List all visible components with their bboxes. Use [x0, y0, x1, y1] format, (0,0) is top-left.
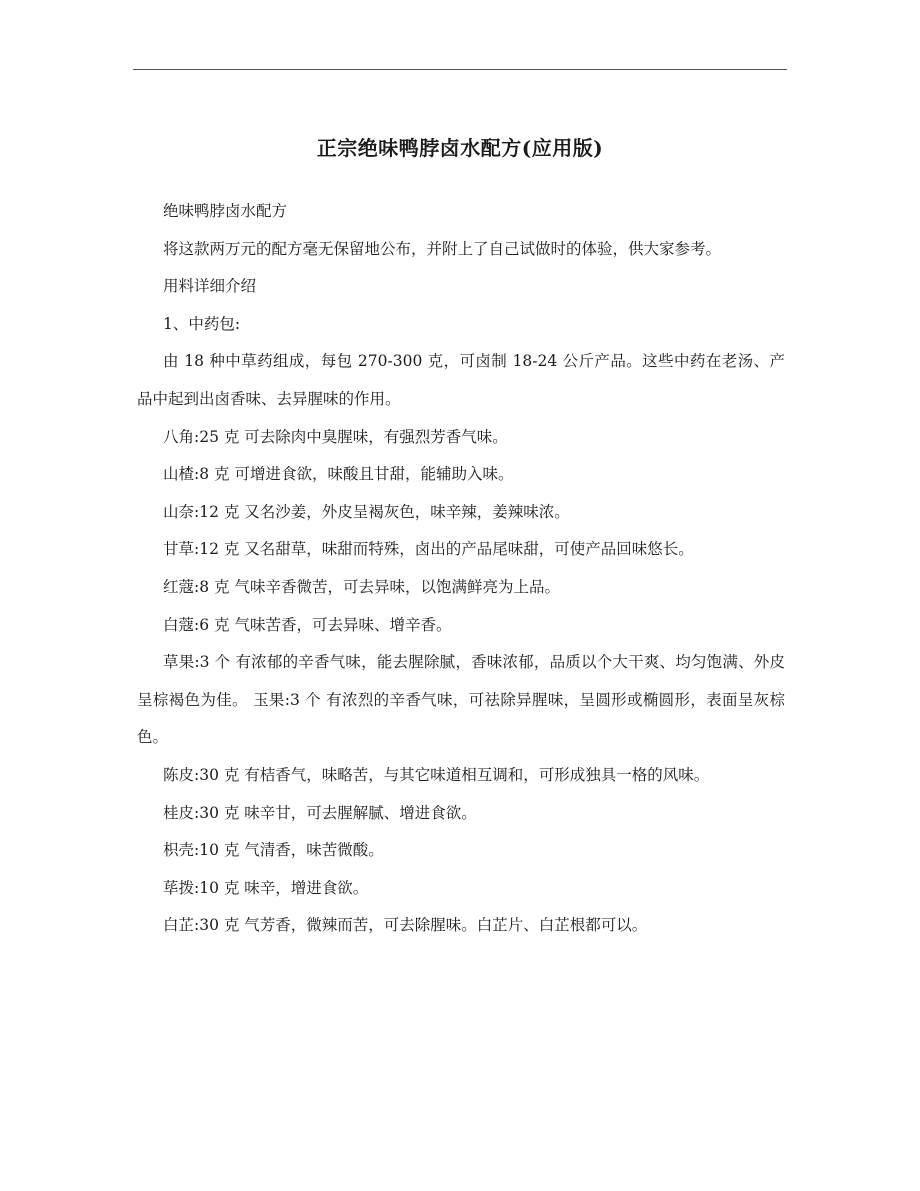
ingredient-hawthorn: 山楂:8 克 可增进食欲，味酸且甘甜，能辅助入味。 — [163, 465, 514, 484]
ingredient-cinnamon: 桂皮:30 克 味辛甘，可去腥解腻、增进食欲。 — [163, 803, 477, 822]
ingredient-angelica: 白芷:30 克 气芳香，微辣而苦，可去除腥味。白芷片、白芷根都可以。 — [163, 916, 648, 935]
paragraph-herb-pack-desc: 由 18 种中草药组成，每包 270-300 克，可卤制 18-24 公斤产品。这些中药在老汤、产品中起到出卤香味、去异腥味的作用。 — [137, 352, 785, 408]
header-rule — [133, 69, 787, 70]
ingredient-licorice: 甘草:12 克 又名甜草，味甜而特殊，卤出的产品尾味甜，可使产品回味悠长。 — [163, 540, 694, 559]
paragraph-intro: 将这款两万元的配方毫无保留地公布，并附上了自己试做时的体验，供大家参考。 — [163, 239, 722, 258]
document-body — [137, 193, 785, 945]
ingredient-long-pepper: 荜拨:10 克 味辛，增进食欲。 — [163, 878, 369, 897]
ingredient-sand-ginger: 山奈:12 克 又名沙姜，外皮呈褐灰色，味辛辣，姜辣味浓。 — [163, 502, 570, 521]
paragraph-section-heading: 用料详细介绍 — [163, 277, 257, 296]
ingredient-tsaoko-nutmeg: 草果:3 个 有浓郁的辛香气味，能去腥除腻，香味浓郁，品质以个大干爽、均匀饱满、外皮呈棕褐色为佳。 玉果:3 个 有浓烈的辛香气味，可祛除异腥味，呈圆形或椭圆形，表面呈灰棕色。 — [137, 653, 785, 747]
ingredient-red-cardamom: 红蔻:8 克 气味辛香微苦，可去异味，以饱满鲜亮为上品。 — [163, 577, 560, 596]
ingredient-star-anise: 八角:25 克 可去除肉中臭腥味，有强烈芳香气味。 — [163, 427, 508, 446]
paragraph-subtitle: 绝味鸭脖卤水配方 — [163, 202, 288, 220]
ingredient-tangerine-peel: 陈皮:30 克 有桔香气，味略苦，与其它味道相互调和，可形成独具一格的风味。 — [163, 765, 710, 784]
ingredient-bitter-orange: 枳壳:10 克 气清香，味苦微酸。 — [163, 841, 384, 860]
ingredient-white-cardamom: 白蔻:6 克 气味苦香，可去异味、增辛香。 — [163, 615, 452, 634]
paragraph-herb-pack-heading: 1、中药包: — [163, 314, 241, 333]
document-title: 正宗绝味鸭脖卤水配方(应用版) — [316, 136, 604, 160]
